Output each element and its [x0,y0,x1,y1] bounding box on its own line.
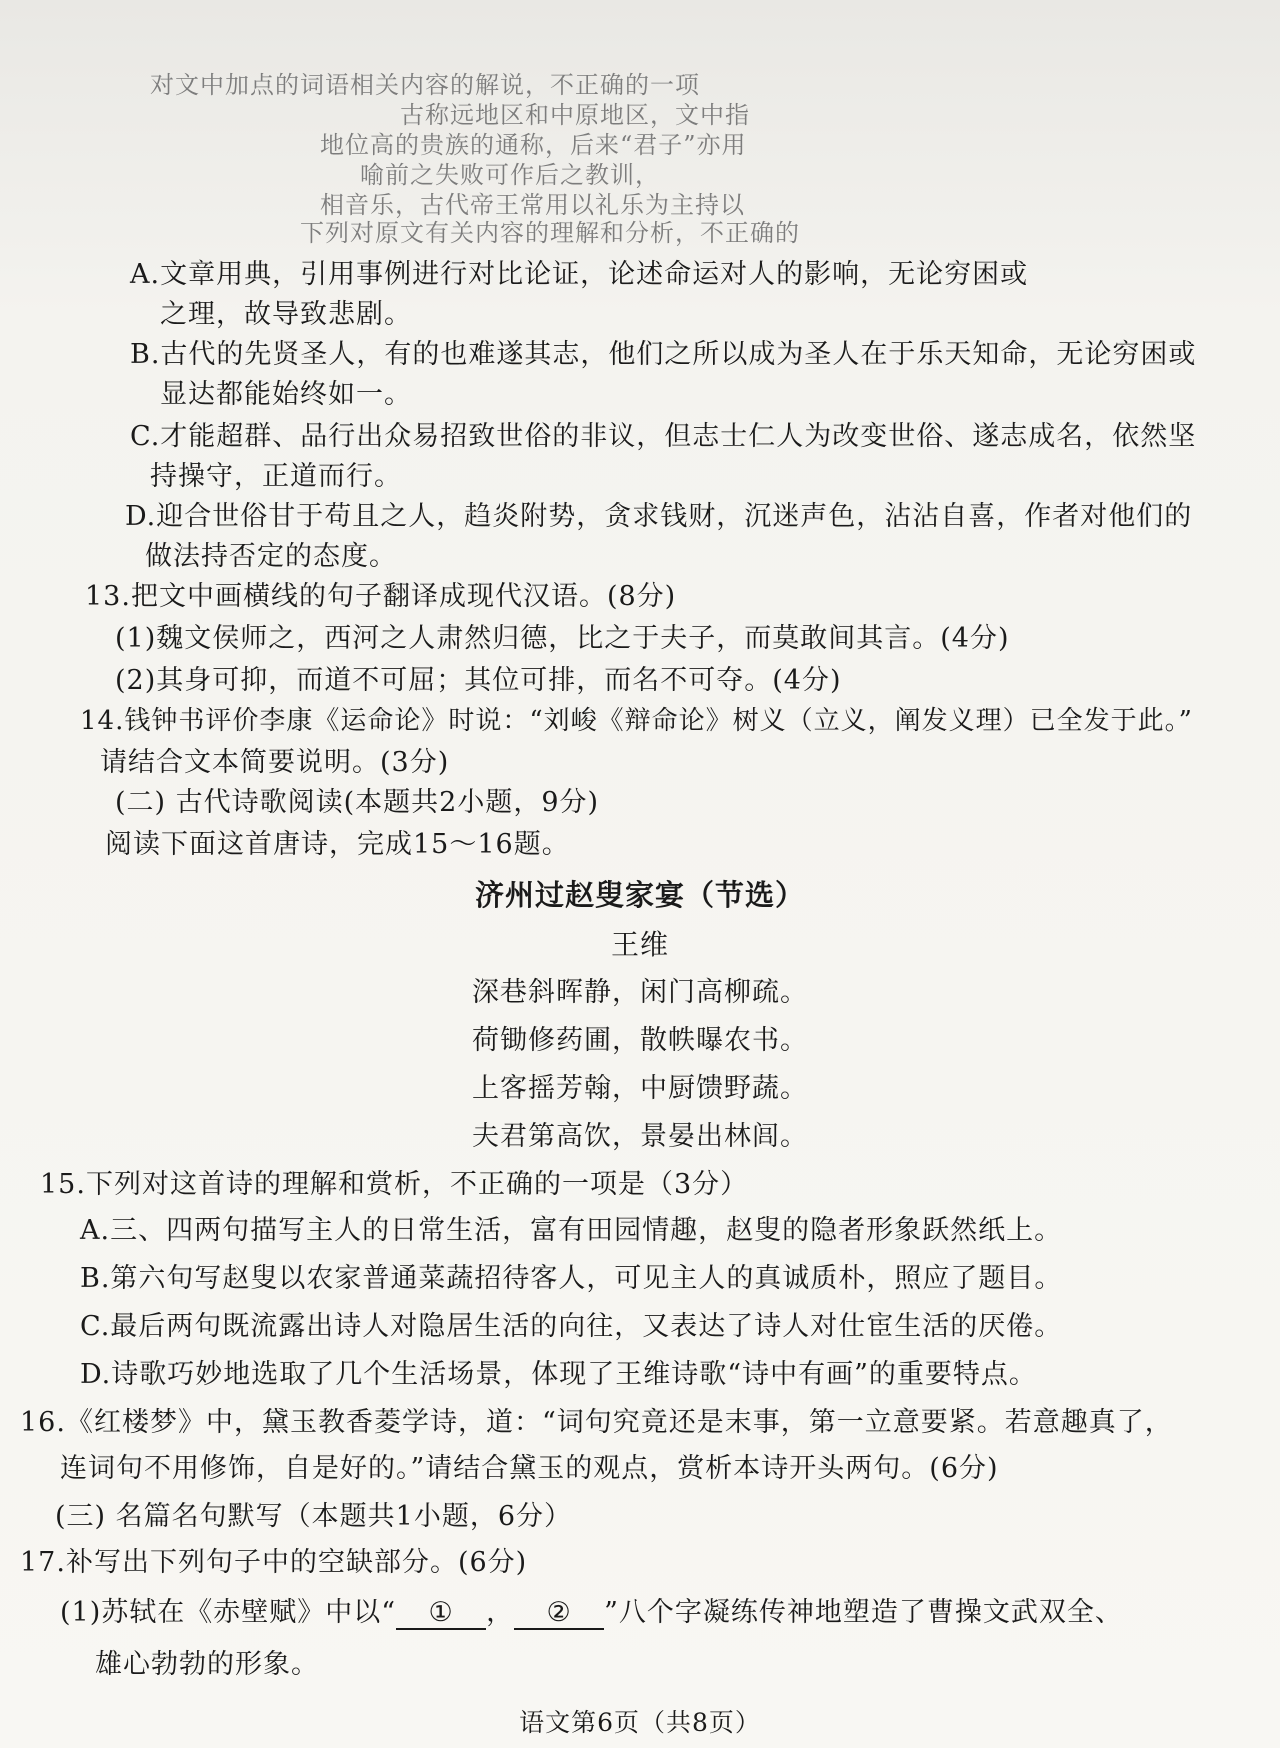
section2-title: (二) 古代诗歌阅读(本题共2小题，9分) [115,787,600,818]
q13-sentence-1: (1)魏文侯师之，西河之人肃然归德，比之于夫子，而莫敢间其言。(4分) [115,623,1010,654]
answer-blank-2[interactable]: ② [514,1598,604,1630]
q12-option-c-line2: 持操守，正道而行。 [150,461,402,492]
q13-stem: 13.把文中画横线的句子翻译成现代汉语。(8分) [85,581,677,612]
q16-line2: 连词句不用修饰，自是好的。”请结合黛玉的观点，赏析本诗开头两句。(6分) [60,1453,999,1484]
q12-option-b-line1: B.古代的先贤圣人，有的也难遂其志，他们之所以成为圣人在于乐天知命，无论穷困或 [130,339,1197,370]
faded-line-3: 地位高的贵族的通称，后来“君子”亦用 [320,131,747,159]
section2-instruction: 阅读下面这首唐诗，完成15～16题。 [105,829,570,860]
q13-sentence-2: (2)其身可抑，而道不可屈；其位可排，而名不可夺。(4分) [115,665,842,696]
q15-option-c: C.最后两句既流露出诗人对隐居生活的向往，又表达了诗人对仕宦生活的厌倦。 [80,1311,1063,1342]
q15-option-d: D.诗歌巧妙地选取了几个生活场景，体现了王维诗歌“诗中有画”的重要特点。 [80,1359,1037,1390]
faded-line-4: 喻前之失败可作后之教训， [360,161,660,189]
q12-option-b-line2: 显达都能始终如一。 [160,379,412,410]
q17-stem: 17.补写出下列句子中的空缺部分。(6分) [20,1547,528,1578]
faded-line-1: 对文中加点的词语相关内容的解说，不正确的一项 [150,71,700,99]
poem-line-3: 上客摇芳翰，中厨馈野蔬。 [472,1073,808,1104]
q14-line1: 14.钱钟书评价李康《运命论》时说：“刘峻《辩命论》树义（立义，阐发义理）已全发于此。” [80,706,1193,736]
poem-author: 王维 [610,928,669,961]
q15-option-a: A.三、四两句描写主人的日常生活，富有田园情趣，赵叟的隐者形象跃然纸上。 [80,1215,1063,1246]
answer-blank-1[interactable]: ① [396,1598,486,1630]
page-footer: 语文第6页（共8页） [519,1708,761,1737]
q15-option-b: B.第六句写赵叟以农家普通菜蔬招待客人，可见主人的真诚质朴，照应了题目。 [80,1263,1063,1294]
poem-title: 济州过赵叟家宴（节选） [474,878,805,912]
poem-line-2: 荷锄修药圃，散帙曝农书。 [472,1025,808,1056]
faded-line-2: 古称远地区和中原地区，文中指 [400,101,750,129]
faded-line-6: 下列对原文有关内容的理解和分析，不正确的 [300,219,800,247]
q12-option-d-line1: D.迎合世俗甘于苟且之人，趋炎附势，贪求钱财，沉迷声色，沾沾自喜，作者对他们的 [125,501,1193,532]
q12-option-c-line1: C.才能超群、品行出众易招致世俗的非议，但志士仁人为改变世俗、遂志成名，依然坚 [130,421,1197,452]
q15-stem: 15.下列对这首诗的理解和赏析，不正确的一项是（3分） [40,1169,749,1200]
q12-option-a-line1: A.文章用典，引用事例进行对比论证，论述命运对人的影响，无论穷困或 [130,259,1029,290]
q12-option-a-line2: 之理，故导致悲剧。 [160,299,412,330]
poem-line-1: 深巷斜晖静，闲门高柳疏。 [472,977,808,1008]
q17-suffix: ”八个字凝练传神地塑造了曹操文武双全、 [604,1597,1123,1628]
poem-line-4: 夫君第高饮，景晏出林闾。 [472,1121,808,1152]
q16-line1: 16.《红楼梦》中，黛玉教香菱学诗，道：“词句究竟还是末事，第一立意要紧。若意趣真了， [20,1407,1173,1438]
q17-sentence-1 [60,1596,1123,1630]
q12-option-d-line2: 做法持否定的态度。 [145,541,397,572]
q14-line2: 请结合文本简要说明。(3分) [100,747,450,778]
section3-title: (三) 名篇名句默写（本题共1小题，6分） [55,1501,573,1532]
faded-line-5: 相音乐，古代帝王常用以礼乐为主持以 [320,191,745,219]
q17-separator: ， [486,1597,515,1628]
q17-sentence-1-line2: 雄心勃勃的形象。 [95,1649,319,1680]
q17-prefix: (1)苏轼在《赤壁赋》中以“ [60,1597,397,1628]
